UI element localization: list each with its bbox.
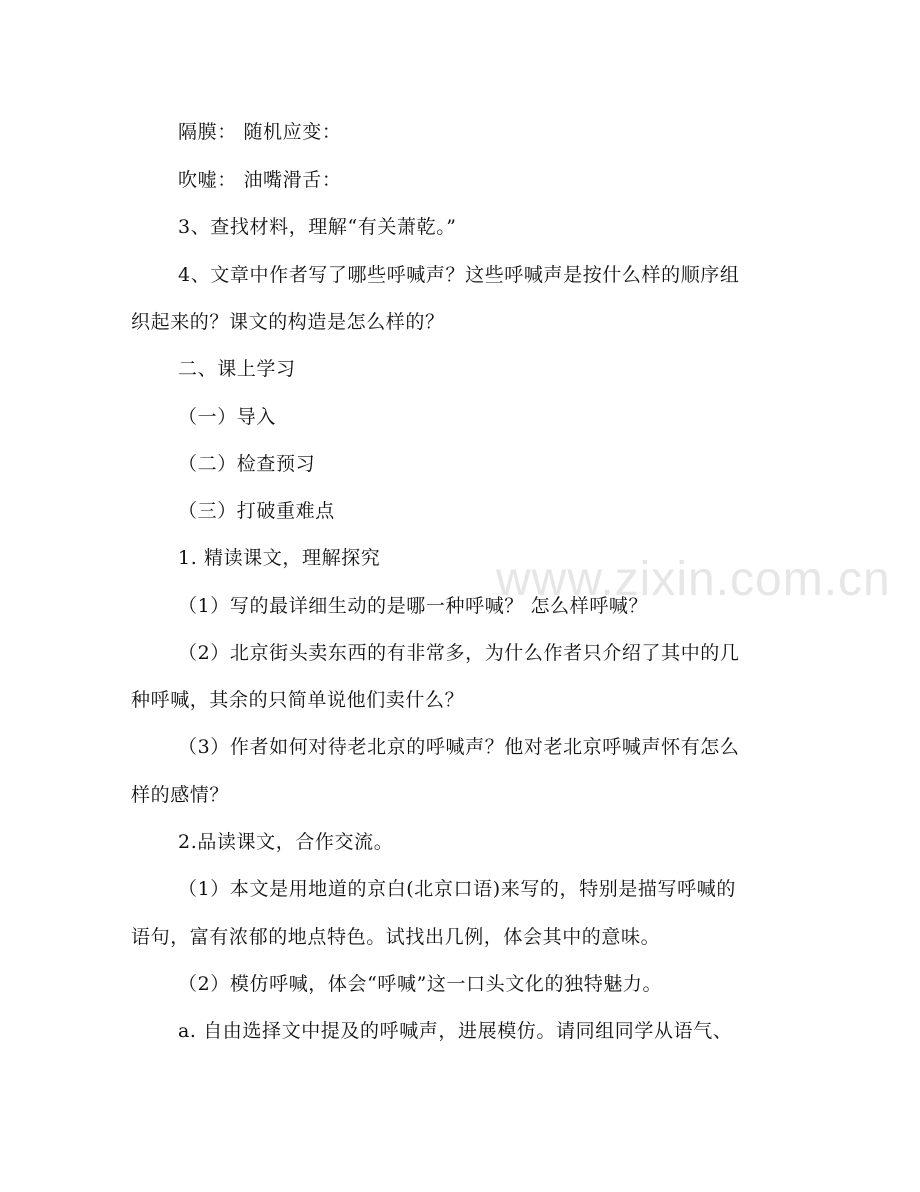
section-heading: 二、课上学习 [178, 358, 296, 380]
text-line: 语句，富有浓郁的地点特色。试找出几例，体会其中的意味。 [131, 926, 661, 948]
text-line: （2）模仿呼喊，体会“呼喊”这一口头文化的独特魅力。 [178, 973, 663, 995]
text-line: （3）作者如何对待老北京的呼喊声？他对老北京呼喊声怀有怎么 [178, 736, 740, 758]
text-line: 4、文章中作者写了哪些呼喊声？这些呼喊声是按什么样的顺序组 [178, 264, 740, 286]
text-line: （1）本文是用地道的京白(北京口语)来写的，特别是描写呼喊的 [178, 878, 736, 900]
text-line: 吹嘘： 油嘴滑舌： [178, 169, 342, 191]
text-line: 样的感情？ [131, 784, 230, 806]
text-line: 隔膜： 随机应变： [178, 121, 342, 143]
watermark-text: www.zixin.com.cn [496, 553, 891, 606]
subsection-heading: （二）检查预习 [178, 453, 316, 475]
text-line: 种呼喊，其余的只简单说他们卖什么？ [131, 689, 465, 711]
text-line: 织起来的？课文的构造是怎么样的？ [131, 311, 445, 333]
text-line: 1. 精读课文，理解探究 [178, 547, 381, 569]
subsection-heading: （一）导入 [178, 406, 277, 428]
subsection-heading: （三）打破重难点 [178, 500, 335, 522]
text-line: 2.品读课文，合作交流。 [178, 831, 394, 853]
text-line: a. 自由选择文中提及的呼喊声，进展模仿。请同组同学从语气、 [178, 1020, 733, 1042]
text-line: （2）北京街头卖东西的有非常多，为什么作者只介绍了其中的几 [178, 642, 740, 664]
text-line: 3、查找材料，理解“有关萧乾。” [178, 216, 457, 238]
text-line: （1）写的最详细生动的是哪一种呼喊？ 怎么样呼喊？ [178, 595, 649, 617]
